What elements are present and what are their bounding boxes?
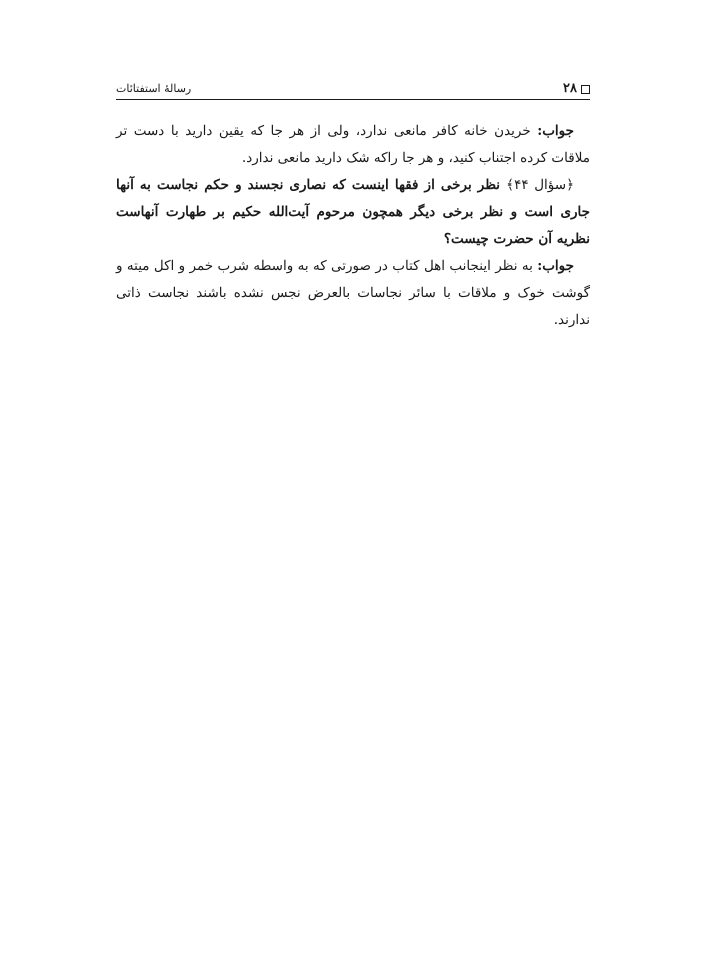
answer-paragraph-2 (116, 253, 590, 334)
header-divider (116, 99, 590, 100)
answer-label: جواب: (537, 258, 574, 274)
page-header (116, 80, 590, 98)
page-content (116, 118, 590, 334)
answer-text: به نظر اینجانب اهل کتاب در صورتی که به واسطه شرب خمر و اکل میته و گوشت خوک و ملاقات با سائر نجاسات بالعرض نجس نشده باشند نجاست ذاتی ندارند. (116, 258, 590, 328)
answer-paragraph-1 (116, 118, 590, 172)
square-bullet-icon (581, 85, 590, 94)
running-title: رسالهٔ استفتائات (116, 82, 192, 95)
question-number: ﴿سؤال ۴۴﴾ (506, 177, 574, 193)
question-paragraph-44 (116, 172, 590, 253)
question-text: نظر برخی از فقها اینست که نصاری نجسند و حکم نجاست به آنها جاری است و نظر برخی دیگر همچون مرحوم آیت‌الله حکیم بر طهارت آنهاست نظریه آن حضرت چیست؟ (116, 177, 590, 247)
answer-text: خریدن خانه کافر مانعی ندارد، ولی از هر جا که یقین دارید با دست تر ملاقات کرده اجتناب کنید، و هر جا راکه شک دارید مانعی ندارد. (116, 123, 590, 166)
page-number-group (563, 80, 590, 98)
page-number: ۲۸ (563, 81, 577, 96)
answer-label: جواب: (537, 123, 574, 139)
